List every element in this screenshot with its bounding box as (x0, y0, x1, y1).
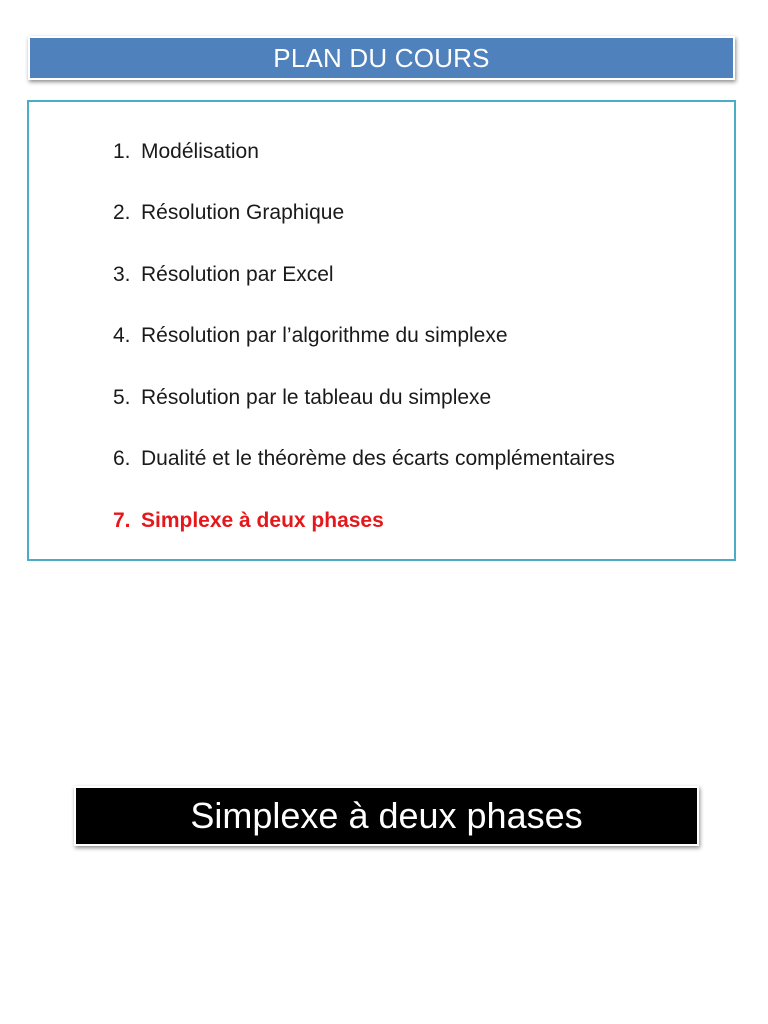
page-title: PLAN DU COURS (273, 42, 490, 73)
section-title: Simplexe à deux phases (190, 795, 583, 836)
outline-item-3 (113, 263, 334, 287)
outline-item-label: Résolution par l’algorithme du simplexe (141, 324, 508, 347)
outline-item-number: 2. (113, 201, 131, 224)
section-title-banner (74, 786, 699, 846)
outline-item-1 (113, 140, 259, 164)
outline-item-number: 1. (113, 140, 131, 163)
outline-item-label: Simplexe à deux phases (141, 509, 384, 532)
outline-item-number: 4. (113, 324, 131, 347)
outline-item-6 (113, 447, 615, 471)
outline-item-label: Résolution par Excel (141, 263, 334, 286)
outline-item-number: 3. (113, 263, 131, 286)
outline-item-7-current (113, 509, 384, 533)
outline-item-label: Résolution par le tableau du simplexe (141, 386, 492, 409)
outline-item-number: 6. (113, 447, 131, 470)
outline-item-label: Modélisation (141, 140, 259, 163)
outline-item-number: 5. (113, 386, 131, 409)
course-outline-box (27, 100, 736, 561)
outline-item-label: Dualité et le théorème des écarts complémentaires (141, 447, 615, 470)
outline-item-label: Résolution Graphique (141, 201, 345, 224)
outline-item-5 (113, 386, 491, 410)
outline-item-number: 7. (113, 509, 131, 532)
outline-item-4 (113, 324, 508, 348)
course-plan-header (28, 36, 735, 80)
outline-item-2 (113, 201, 344, 225)
